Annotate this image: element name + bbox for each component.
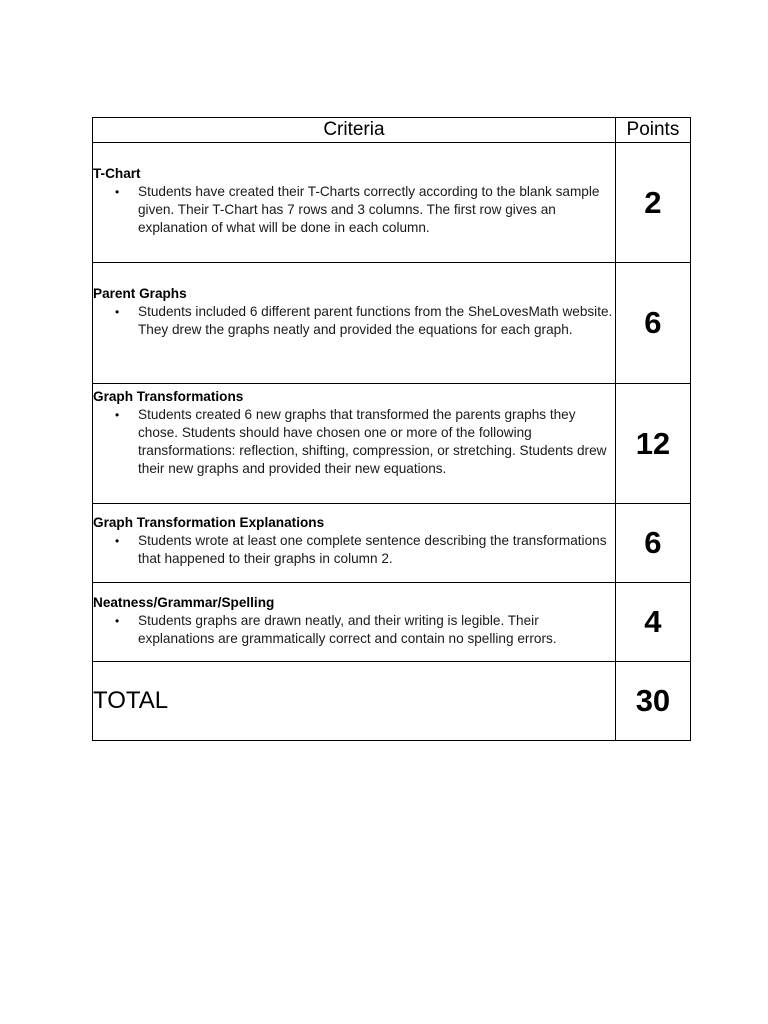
criterion-description: Students wrote at least one complete sentence describing the transformations that happened to their graphs in column 2.: [138, 533, 607, 566]
criterion-description: Students graphs are drawn neatly, and their writing is legible. Their explanations are grammatically correct and contain no spelling errors.: [138, 613, 557, 646]
criterion-cell: [93, 143, 616, 263]
header-row: [93, 118, 691, 143]
bullet-icon: •: [115, 408, 120, 422]
criterion-bullet-item: [93, 183, 615, 237]
criteria-header: Criteria: [93, 118, 616, 143]
criterion-cell: [93, 263, 616, 384]
criterion-row-neatness-grammar-spelling: [93, 583, 691, 662]
criterion-title: Graph Transformation Explanations: [93, 515, 325, 530]
criterion-cell: [93, 583, 616, 662]
bullet-icon: •: [115, 185, 120, 199]
criterion-description: Students included 6 different parent functions from the SheLovesMath website. They drew the graphs neatly and provided the equations for each graph.: [138, 304, 613, 337]
total-label: TOTAL: [93, 662, 616, 741]
total-points-value: 30: [615, 662, 690, 741]
criterion-row-t-chart: [93, 143, 691, 263]
points-value: 12: [615, 384, 690, 504]
criterion-bullet-item: [93, 406, 615, 478]
criterion-row-graph-transformations: [93, 384, 691, 504]
points-value: 6: [615, 263, 690, 384]
criterion-title: T-Chart: [93, 166, 141, 181]
criterion-bullet-item: [93, 612, 615, 648]
criterion-cell: [93, 384, 616, 504]
points-value: 6: [615, 504, 690, 583]
bullet-icon: •: [115, 305, 120, 319]
criterion-row-graph-transformation-explanations: [93, 504, 691, 583]
criterion-description: Students have created their T-Charts correctly according to the blank sample given. Their T-Chart has 7 rows and 3 columns. The first row gives an explanation of what will be done in each column.: [138, 184, 600, 235]
bullet-icon: •: [115, 534, 120, 548]
criterion-title: Graph Transformations: [93, 389, 244, 404]
points-value: 4: [615, 583, 690, 662]
criterion-bullet-item: [93, 303, 615, 339]
criterion-row-parent-graphs: [93, 263, 691, 384]
criterion-cell: [93, 504, 616, 583]
points-value: 2: [615, 143, 690, 263]
criterion-description: Students created 6 new graphs that transformed the parents graphs they chose. Students should have chosen one or more of the following transformations: reflection, shifting, compression, or stretching. Students drew their new graphs and provided their new equations.: [138, 407, 607, 476]
criterion-title: Parent Graphs: [93, 286, 187, 301]
criterion-bullet-item: [93, 532, 615, 568]
bullet-icon: •: [115, 614, 120, 628]
rubric-table: [92, 117, 691, 741]
criterion-title: Neatness/Grammar/Spelling: [93, 595, 275, 610]
total-row: [93, 662, 691, 741]
points-header: Points: [615, 118, 690, 143]
